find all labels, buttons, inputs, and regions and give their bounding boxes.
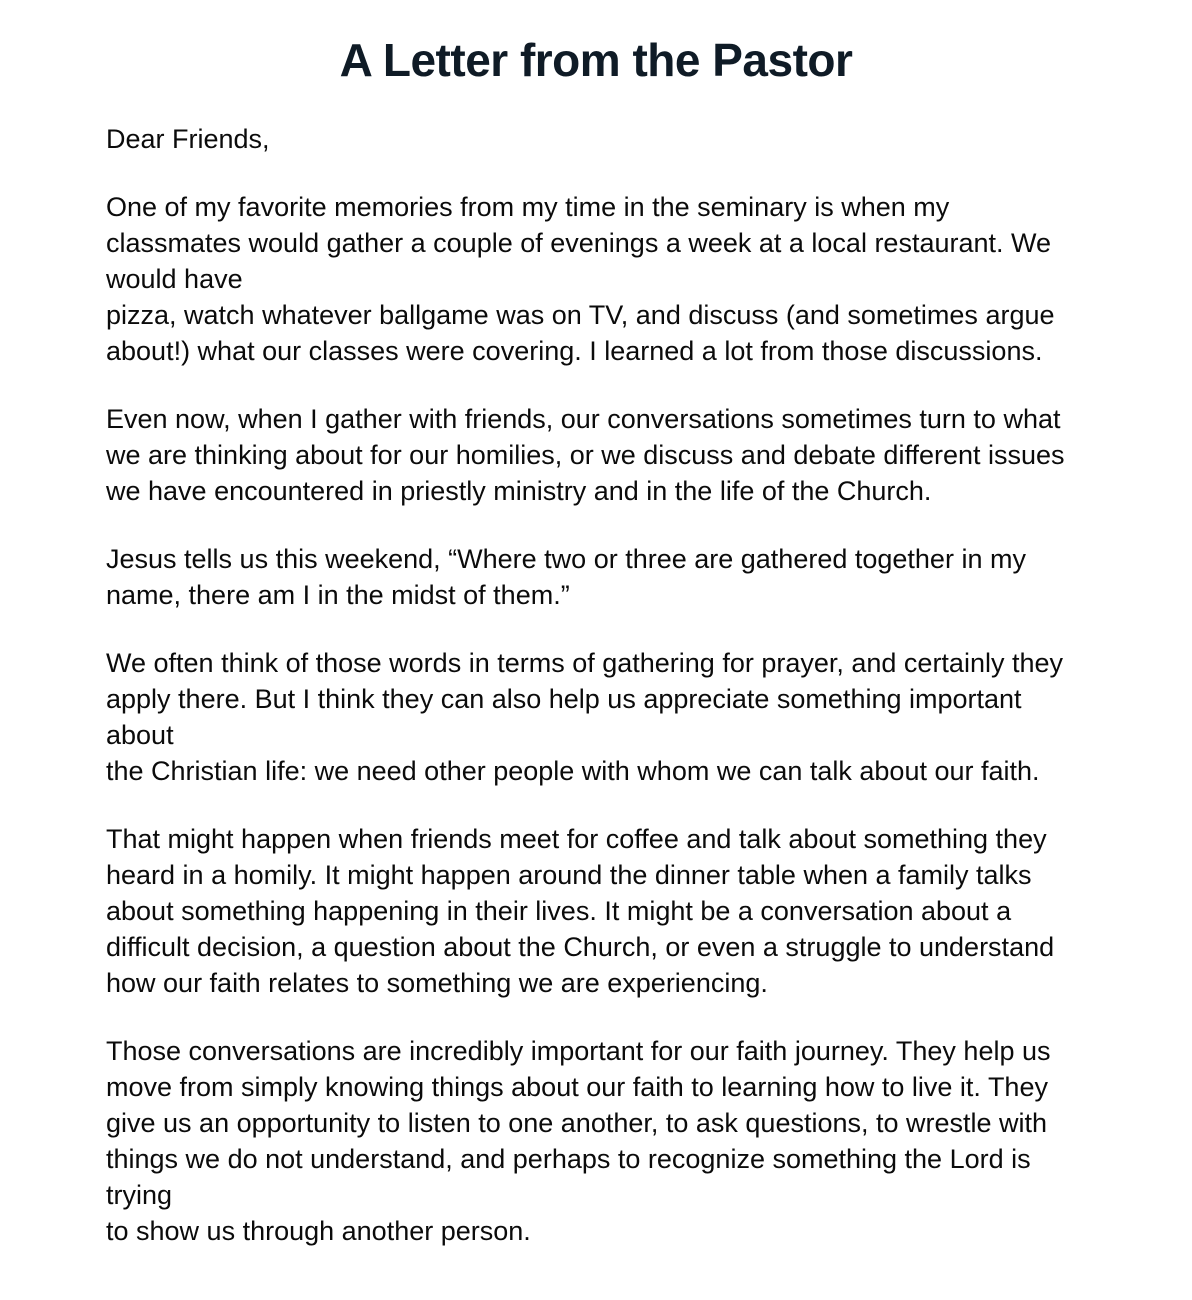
text-line: pizza, watch whatever ballgame was on TV, and discuss (and sometimes argue [106, 300, 1055, 330]
text-line: things we do not understand, and perhaps to recognize something the Lord is [106, 1144, 1031, 1174]
paragraph-2 [106, 401, 1176, 509]
text-line: about!) what our classes were covering. I learned a lot from those discussions. [106, 336, 1043, 366]
text-line: apply there. But I think they can also help us appreciate something important [106, 684, 1022, 714]
text-line: about something happening in their lives. It might be a conversation about a [106, 896, 1012, 926]
text-line: the Christian life: we need other people with whom we can talk about our faith. [106, 756, 1040, 786]
text-line: trying [106, 1180, 173, 1210]
text-line: would have [106, 264, 243, 294]
paragraph-5 [106, 821, 1176, 1001]
text-line: We often think of those words in terms of gathering for prayer, and certainly they [106, 648, 1063, 678]
text-line: give us an opportunity to listen to one another, to ask questions, to wrestle with [106, 1108, 1048, 1138]
paragraph-4 [106, 645, 1176, 789]
text-line: classmates would gather a couple of evenings a week at a local restaurant. We [106, 228, 1052, 258]
letter-body [106, 121, 1176, 1281]
text-line: One of my favorite memories from my time in the seminary is when my [106, 192, 950, 222]
text-line: Even now, when I gather with friends, our conversations sometimes turn to what [106, 404, 1061, 434]
text-line: we have encountered in priestly ministry and in the life of the Church. [106, 476, 932, 506]
text-line: we are thinking about for our homilies, or we discuss and debate different issues [106, 440, 1065, 470]
text-line: move from simply knowing things about our faith to learning how to live it. They [106, 1072, 1048, 1102]
text-line: heard in a homily. It might happen around the dinner table when a family talks [106, 860, 1032, 890]
text-line: Jesus tells us this weekend, “Where two or three are gathered together in my [106, 544, 1026, 574]
text-line: Those conversations are incredibly important for our faith journey. They help us [106, 1036, 1051, 1066]
text-line: name, there am I in the midst of them.” [106, 580, 570, 610]
page-title: A Letter from the Pastor [339, 34, 853, 86]
text-line: difficult decision, a question about the Church, or even a struggle to understand [106, 932, 1055, 962]
text-line: about [106, 720, 174, 750]
greeting: Dear Friends, [106, 124, 270, 154]
text-line: how our faith relates to something we are experiencing. [106, 968, 768, 998]
paragraph-1 [106, 189, 1176, 369]
paragraph-3 [106, 541, 1176, 613]
text-line: That might happen when friends meet for coffee and talk about something they [106, 824, 1047, 854]
text-line: to show us through another person. [106, 1216, 531, 1246]
paragraph-6 [106, 1033, 1176, 1249]
